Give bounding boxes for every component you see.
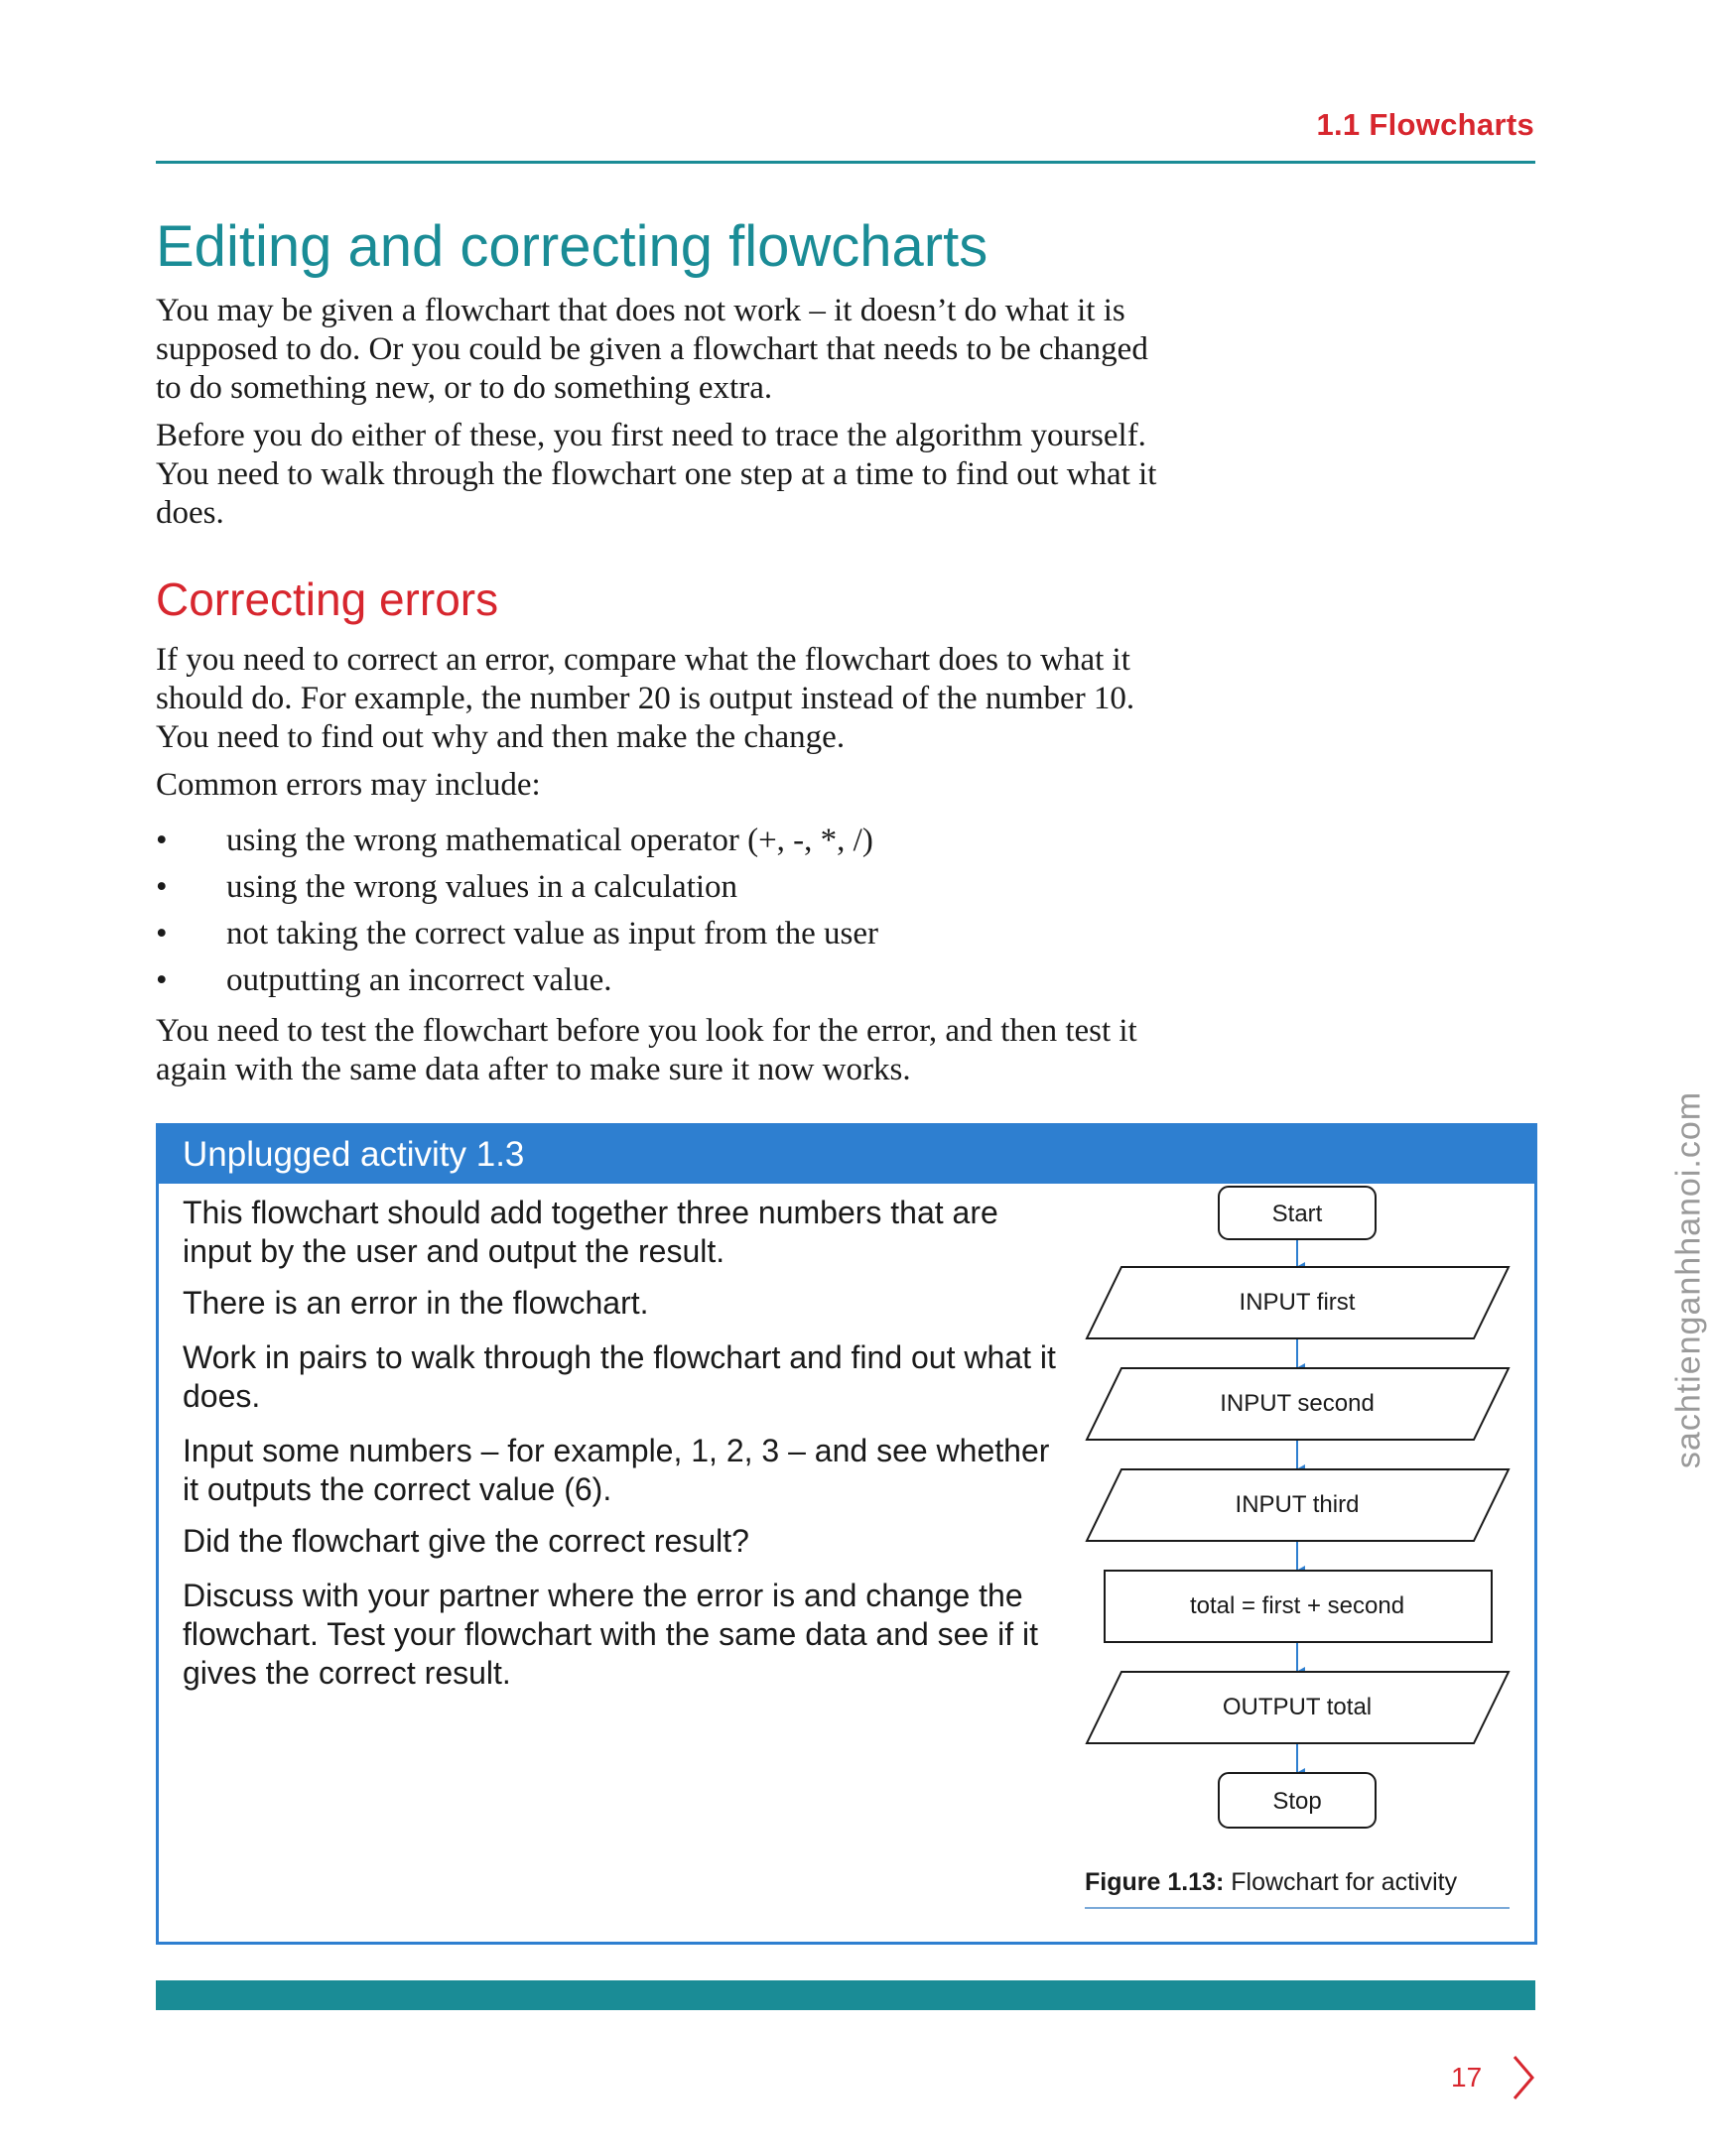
node-label: Stop xyxy=(1272,1788,1322,1815)
list-item xyxy=(156,911,878,957)
page-number: 17 xyxy=(1451,2062,1483,2093)
flowchart-node-input-first xyxy=(1087,1267,1509,1338)
running-head: 1.1 Flowcharts xyxy=(1316,107,1534,142)
bullet-icon: • xyxy=(156,823,168,858)
node-label: total = first + second xyxy=(1189,1592,1405,1619)
list-item-text: using the wrong values in a calculation xyxy=(226,869,738,905)
bullet-icon: • xyxy=(156,869,168,905)
header-rule xyxy=(156,161,1535,164)
bullet-icon: • xyxy=(156,916,168,951)
node-label: Start xyxy=(1271,1201,1323,1227)
list-item xyxy=(156,957,878,1004)
common-errors-list xyxy=(156,818,878,1004)
activity-paragraph-6: Discuss with your partner where the error is and change the flowchart. Test your flowchart with the same data and see if it gives the correct result. xyxy=(183,1578,1039,1691)
activity-paragraph-5: Did the flowchart give the correct result? xyxy=(183,1523,749,1559)
bullet-icon: • xyxy=(156,962,168,998)
figure-caption-label: Figure 1.13: xyxy=(1085,1868,1225,1896)
list-item xyxy=(156,818,878,864)
activity-paragraph-3: Work in pairs to walk through the flowchart and find out what it does. xyxy=(183,1339,1056,1414)
flowchart-node-input-third xyxy=(1087,1469,1509,1541)
list-item xyxy=(156,864,878,911)
activity-paragraph-2: There is an error in the flowchart. xyxy=(183,1285,649,1321)
flowchart xyxy=(1072,1186,1528,1870)
footer-bar xyxy=(156,1980,1535,2010)
flowchart-node-input-second xyxy=(1087,1368,1509,1440)
chevron-right-icon[interactable] xyxy=(1511,2054,1536,2101)
flowchart-node-output-total xyxy=(1087,1672,1509,1743)
figure-caption xyxy=(1085,1868,1510,1897)
list-item-text: not taking the correct value as input from the user xyxy=(226,916,879,951)
list-item-text: using the wrong mathematical operator (+, -, *, /) xyxy=(226,823,873,858)
node-label: INPUT third xyxy=(1235,1491,1360,1518)
list-item-text: outputting an incorrect value. xyxy=(226,962,612,998)
intro-paragraph-1: You may be given a flowchart that does not work – it doesn’t do what it is supposed to do. Or you could be given a flowchart that needs to be changed to do something new, or to do something extra. xyxy=(156,293,1148,406)
activity-paragraph-4: Input some numbers – for example, 1, 2, 3 – and see whether it outputs the correct value (6). xyxy=(183,1433,1050,1507)
flowchart-node-stop xyxy=(1219,1773,1376,1828)
watermark: sachtienganhhanoi.com xyxy=(1669,1090,1708,1469)
intro-paragraph-2: Before you do either of these, you first need to trace the algorithm yourself. You need to walk through the flowchart one step at a time to find out what it does. xyxy=(156,418,1157,531)
flowchart-node-process-total xyxy=(1105,1571,1492,1642)
activity-header xyxy=(159,1126,1534,1184)
page-title: Editing and correcting flowcharts xyxy=(156,214,988,279)
node-label: INPUT first xyxy=(1239,1289,1356,1316)
errors-paragraph-2: Common errors may include: xyxy=(156,767,541,803)
flowchart-node-start xyxy=(1219,1187,1376,1239)
errors-paragraph-3: You need to test the flowchart before you look for the error, and then test it again with the same data after to make sure it now works. xyxy=(156,1013,1137,1087)
activity-title: Unplugged activity 1.3 xyxy=(183,1135,525,1174)
errors-paragraph-1: If you need to correct an error, compare what the flowchart does to what it should do. For example, the number 20 is output instead of the number 10. You need to find out why and then make the change. xyxy=(156,642,1135,755)
node-label: INPUT second xyxy=(1220,1390,1375,1417)
activity-paragraph-1: This flowchart should add together three numbers that are input by the user and output the result. xyxy=(183,1195,998,1269)
node-label: OUTPUT total xyxy=(1222,1694,1373,1720)
section-heading: Correcting errors xyxy=(156,573,499,625)
figure-caption-text: Flowchart for activity xyxy=(1224,1868,1458,1896)
caption-rule xyxy=(1085,1907,1510,1909)
